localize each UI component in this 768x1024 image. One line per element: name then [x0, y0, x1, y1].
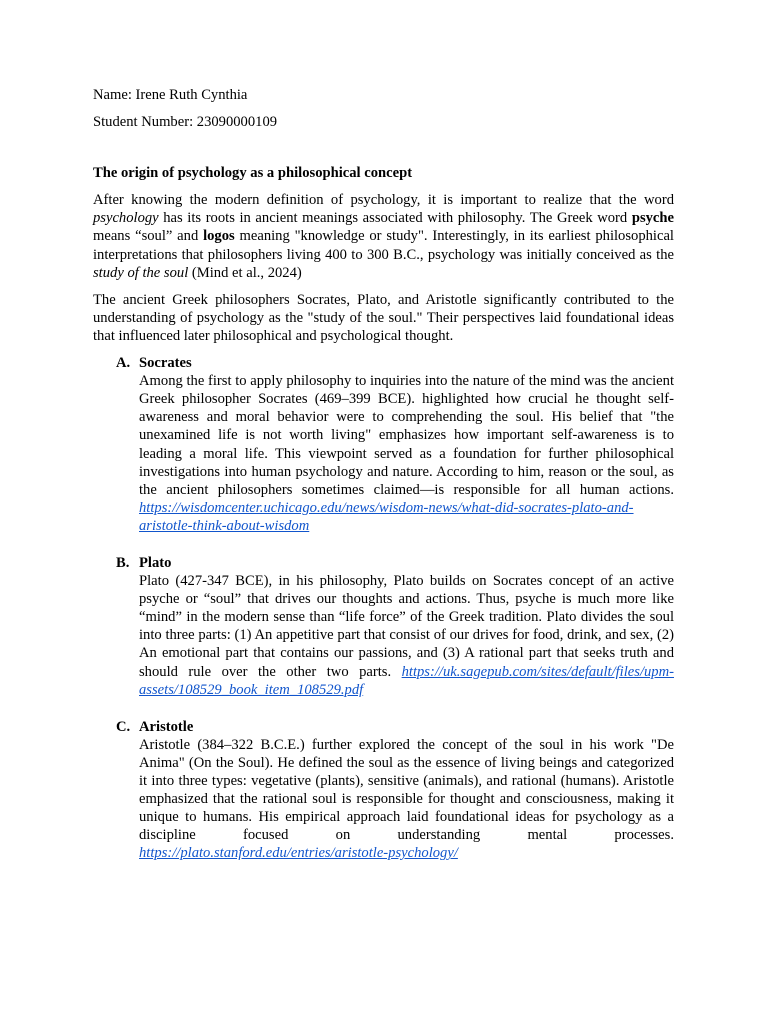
term-psychology: psychology: [93, 210, 159, 227]
student-name: Name: Irene Ruth Cynthia: [93, 87, 248, 103]
list-item-title: Plato: [139, 554, 172, 571]
term-logos: logos: [203, 228, 235, 245]
reference-link[interactable]: https://uk.sagepub.com/sites/default/files/upm-assets/108529_book_item_108529.pdf: [139, 663, 674, 698]
body-text: Aristotle (384–322 B.C.E.) further explored the concept of the soul in his work "De Anima" (On the Soul). He defined the soul as the essence of living beings and categorized it into three types: vegetative (plants), sensitive (animals), and rational (humans). Aristotle emphasized that the rational soul is responsible for thought and consciousness, making it unique to humans. His empirical approach laid foundational ideas for psychology as a discipline focused on understanding mental processes.: [139, 736, 674, 844]
reference-link[interactable]: https://plato.stanford.edu/entries/aristotle-psychology/: [139, 845, 458, 862]
term-study-of-soul: study of the soul: [93, 264, 189, 281]
list-item-socrates: [93, 354, 674, 535]
list-item-plato: [93, 554, 674, 699]
reference-link[interactable]: https://wisdomcenter.uchicago.edu/news/wisdom-news/what-did-socrates-plato-and-aristotle-think-about-wisdom: [139, 499, 634, 534]
list-item-body: [139, 372, 674, 535]
intro-text: means “soul” and: [93, 228, 204, 245]
list-item-body: [139, 736, 674, 863]
intro-text: meaning "knowledge or study". Interestingly, in its earliest philosophical interpretations that philosophers living 400 to 300 B.C., psychology was initially conceived as the: [93, 228, 674, 263]
philosopher-list: [93, 354, 674, 862]
student-number: Student Number: 23090000109: [93, 114, 278, 131]
intro-text: has its roots in ancient meanings associated with philosophy. The Greek word: [158, 210, 632, 227]
list-marker: C.: [116, 718, 131, 735]
intro-paragraph-1: [93, 191, 674, 281]
citation: (Mind et al., 2024): [188, 264, 302, 281]
list-marker: A.: [116, 355, 131, 372]
list-item-body: [139, 572, 674, 699]
body-text: Among the first to apply philosophy to inquiries into the nature of the mind was the ancient Greek philosopher Socrates (469–399 BCE). highlighted how crucial he thought self-awareness and moral behavior were to comprehending the soul. His belief that "the unexamined life is not worth living" emphasizes how important self-awareness is to leading a moral life. This viewpoint served as a foundation for further philosophical investigations into human psychology and nature. According to him, reason or the soul, as the ancient philosophers sometimes claimed—is responsible for all human actions.: [139, 373, 674, 498]
intro-text: After knowing the modern definition of psychology, it is important to realize that the word: [93, 192, 674, 209]
intro-paragraph-2: The ancient Greek philosophers Socrates, Plato, and Aristotle significantly contributed to the understanding of psychology as the "study of the soul." Their perspectives laid foundational ideas that influenced later philosophical and psychological thought.: [93, 291, 674, 344]
body-text: Plato (427-347 BCE), in his philosophy, Plato builds on Socrates concept of an active psyche or “soul” that drives our thoughts and actions. Thus, psyche is much more like “mind” in the modern sense than “life force” of the Greek tradition. Plato divides the soul into three parts: (1) An appetitive part that consist of our drives for food, drink, and sex, (2) An emotional part that contains our passions, and (3) A rational part that seeks truth and should rule over the other two parts.: [139, 573, 674, 680]
term-psyche: psyche: [631, 210, 674, 227]
list-marker: B.: [116, 554, 130, 571]
list-item-aristotle: [93, 718, 674, 863]
list-item-title: Socrates: [139, 355, 192, 372]
list-item-title: Aristotle: [139, 718, 194, 735]
section-heading: The origin of psychology as a philosophical concept: [93, 165, 413, 182]
